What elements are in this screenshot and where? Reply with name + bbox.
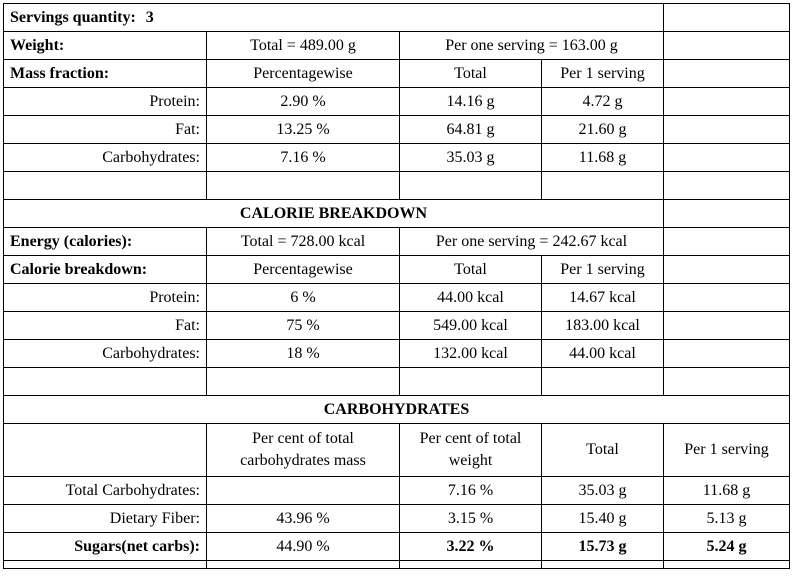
carb-per-serving: 5.13 g: [664, 505, 790, 533]
empty-cell: [664, 4, 790, 32]
spacer-row: [4, 172, 790, 200]
nutrient-name: Protein:: [4, 88, 207, 116]
column-header: Percentagewise: [207, 60, 400, 88]
table-row: [4, 312, 790, 340]
table-row: [4, 284, 790, 312]
table-row: [4, 116, 790, 144]
weight-total: Total = 489.00 g: [207, 32, 400, 60]
column-header: Total: [542, 424, 664, 477]
empty-cell: [400, 561, 542, 569]
calorie-title-row: [4, 200, 790, 228]
empty-cell: [664, 88, 790, 116]
table-row: [4, 340, 790, 368]
empty-cell: [664, 60, 790, 88]
carb-total: 35.03 g: [542, 477, 664, 505]
nutrient-percent: 75 %: [207, 312, 400, 340]
column-header: Per cent of total weight: [400, 424, 542, 477]
carb-percent-of-weight: 7.16 %: [400, 477, 542, 505]
mass-fraction-label: Mass fraction:: [4, 60, 207, 88]
carb-per-serving: 5.24 g: [664, 533, 790, 561]
empty-cell: [664, 340, 790, 368]
carb-percent-of-carbs: 44.90 %: [207, 533, 400, 561]
nutrient-total: 64.81 g: [400, 116, 542, 144]
empty-cell: [664, 32, 790, 60]
column-header: Total: [400, 256, 542, 284]
empty-cell: [664, 200, 790, 228]
servings-label: Servings quantity:: [10, 8, 136, 26]
nutrient-name: Fat:: [4, 312, 207, 340]
carb-name: Dietary Fiber:: [4, 505, 207, 533]
nutrient-name: Carbohydrates:: [4, 144, 207, 172]
carb-name: Total Carbohydrates:: [4, 477, 207, 505]
nutrient-percent: 7.16 %: [207, 144, 400, 172]
spacer-row: [4, 368, 790, 396]
nutrient-percent: 2.90 %: [207, 88, 400, 116]
table-row: [4, 477, 790, 505]
empty-cell: [4, 368, 207, 396]
table-row: [4, 505, 790, 533]
empty-cell: [400, 172, 542, 200]
empty-cell: [542, 172, 664, 200]
carbohydrates-title-row: [4, 396, 790, 424]
spacer-row: [4, 561, 790, 569]
empty-cell: [400, 368, 542, 396]
empty-cell: [664, 561, 790, 569]
empty-cell: [664, 256, 790, 284]
empty-cell: [542, 368, 664, 396]
energy-row: [4, 228, 790, 256]
empty-cell: [207, 561, 400, 569]
table-row: [4, 88, 790, 116]
table-row: [4, 533, 790, 561]
empty-cell: [207, 368, 400, 396]
carb-total: 15.73 g: [542, 533, 664, 561]
mass-fraction-header-row: [4, 60, 790, 88]
nutrient-per-serving: 21.60 g: [542, 116, 664, 144]
empty-cell: [4, 561, 207, 569]
table-row: [4, 144, 790, 172]
servings-cell: [4, 4, 664, 32]
nutrient-total: 132.00 kcal: [400, 340, 542, 368]
weight-row: [4, 32, 790, 60]
carb-percent-of-weight: 3.22 %: [400, 533, 542, 561]
empty-cell: [664, 228, 790, 256]
nutrient-percent: 18 %: [207, 340, 400, 368]
column-header: Per 1 serving: [664, 424, 790, 477]
carb-percent-of-weight: 3.15 %: [400, 505, 542, 533]
nutrient-per-serving: 11.68 g: [542, 144, 664, 172]
empty-cell: [664, 144, 790, 172]
column-header: Percentagewise: [207, 256, 400, 284]
column-header: Per 1 serving: [542, 60, 664, 88]
energy-per-serving: Per one serving = 242.67 kcal: [400, 228, 664, 256]
calorie-breakdown-label: Calorie breakdown:: [4, 256, 207, 284]
empty-cell: [664, 172, 790, 200]
nutrient-total: 549.00 kcal: [400, 312, 542, 340]
carbohydrates-header-row: [4, 424, 790, 477]
energy-total: Total = 728.00 kcal: [207, 228, 400, 256]
nutrient-percent: 13.25 %: [207, 116, 400, 144]
empty-cell: [542, 561, 664, 569]
column-header: Per cent of total carbohydrates mass: [207, 424, 400, 477]
nutrient-per-serving: 44.00 kcal: [542, 340, 664, 368]
column-header: Per 1 serving: [542, 256, 664, 284]
nutrient-per-serving: 14.67 kcal: [542, 284, 664, 312]
nutrition-table: [3, 3, 790, 569]
carb-name: Sugars(net carbs):: [4, 533, 207, 561]
energy-label: Energy (calories):: [4, 228, 207, 256]
empty-cell: [4, 424, 207, 477]
calorie-header-row: [4, 256, 790, 284]
empty-cell: [664, 368, 790, 396]
carb-per-serving: 11.68 g: [664, 477, 790, 505]
carbohydrates-title: CARBOHYDRATES: [4, 396, 790, 424]
nutrient-per-serving: 183.00 kcal: [542, 312, 664, 340]
nutrient-total: 35.03 g: [400, 144, 542, 172]
nutrient-per-serving: 4.72 g: [542, 88, 664, 116]
calorie-breakdown-title: CALORIE BREAKDOWN: [4, 200, 664, 228]
empty-cell: [664, 116, 790, 144]
carb-percent-of-carbs: [207, 477, 400, 505]
nutrient-percent: 6 %: [207, 284, 400, 312]
weight-per-serving: Per one serving = 163.00 g: [400, 32, 664, 60]
carb-percent-of-carbs: 43.96 %: [207, 505, 400, 533]
nutrient-total: 44.00 kcal: [400, 284, 542, 312]
empty-cell: [664, 312, 790, 340]
nutrient-name: Protein:: [4, 284, 207, 312]
empty-cell: [4, 172, 207, 200]
nutrient-total: 14.16 g: [400, 88, 542, 116]
column-header: Total: [400, 60, 542, 88]
nutrient-name: Carbohydrates:: [4, 340, 207, 368]
carb-total: 15.40 g: [542, 505, 664, 533]
nutrient-name: Fat:: [4, 116, 207, 144]
empty-cell: [664, 284, 790, 312]
servings-row: [4, 4, 790, 32]
empty-cell: [207, 172, 400, 200]
weight-label: Weight:: [4, 32, 207, 60]
servings-value: 3: [145, 8, 154, 26]
